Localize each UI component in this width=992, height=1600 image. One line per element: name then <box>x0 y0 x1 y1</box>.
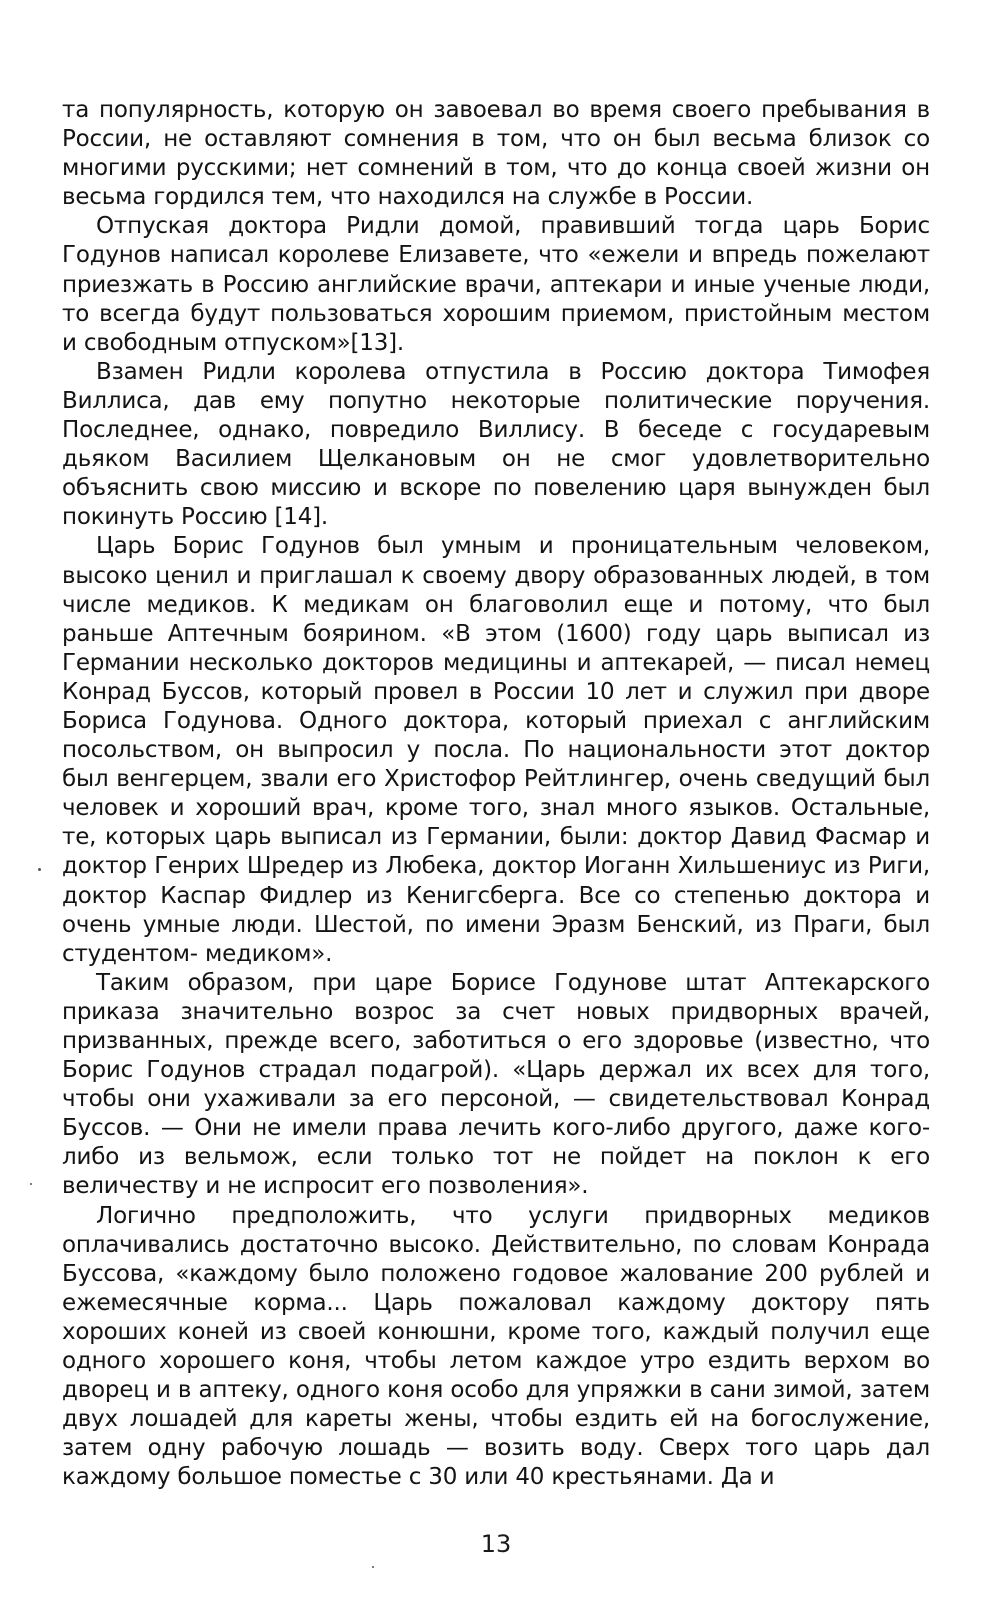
paragraph-apothecary-staff: Таким образом, при царе Борисе Годунове штат Аптекарского приказа значительно возрос за счет новых придворных врачей, призванных, прежде всего, заботиться о его здоровье (известно, что Борис Годунов страдал подагрой). «Царь держал их всех для того, чтобы они ухаживали за его персоной, — свидетельствовал Конрад Буссов. — Они не имели права лечить кого-либо другого, даже кого-либо из вельмож, если только тот не пойдет на поклон к его величеству и не испросит его позволения». <box>62 969 930 1200</box>
document-page <box>62 96 930 1536</box>
page-number: 13 <box>480 1530 512 1558</box>
paragraph-continuation: та популярность, которую он завоевал во время своего пребывания в России, не оставляют сомнения в том, что он был весьма близок со многими русскими; нет сомнений в том, что до конца своей жизни он весьма гордился тем, что находился на службе в России. <box>62 97 930 211</box>
scan-speck <box>30 1183 32 1185</box>
paragraph-godunov-doctors: Царь Борис Годунов был умным и проницательным человеком, высоко ценил и приглашал к своему двору образованных людей, в том числе медиков. К медикам он благоволил еще и потому, что был раньше Аптечным боярином. «В этом (1600) году царь выписал из Германии несколько докторов медицины и аптекарей, — писал немец Конрад Буссов, который провел в России 10 лет и служил при дворе Бориса Годунова. Одного доктора, который приехал с английским посольством, он выпросил у посла. По национальности этот доктор был венгерцем, звали его Христофор Рейтлингер, очень сведущий был человек и хороший врач, кроме того, знал много языков. Остальные, те, которых царь выписал из Германии, были: доктор Давид Фасмар и доктор Генрих Шредер из Любека, доктор Иоганн Хильшениус из Риги, доктор Каспар Фидлер из Кенигсберга. Все со степенью доктора и очень умные люди. Шестой, по имени Эразм Бенский, из Праги, был студентом- медиком». <box>62 533 930 967</box>
paragraph-payment: Логично предположить, что услуги придворных медиков оплачивались достаточно высоко. Действительно, по словам Конрада Буссова, «каждому было положено годовое жалование 200 рублей и ежемесячные корма... Царь пожаловал каждому доктору пять хороших коней из своей конюшни, кроме того, каждый получил еще одного хорошего коня, чтобы летом каждое утро ездить верхом во дворец и в аптеку, одного коня особо для упряжки в сани зимой, затем двух лошадей для кареты жены, чтобы ездить ей на богослужение, затем одну рабочую лошадь — возить воду. Сверх того царь дал каждому большое поместье с 30 или 40 крестьянами. Да и <box>62 1202 930 1491</box>
paragraph-willis: Взамен Ридли королева отпустила в Россию доктора Тимофея Виллиса, дав ему попутно некоторые политические поручения. Последнее, однако, повредило Виллису. В беседе с государевым дьяком Василием Щелкановым он не смог удовлетворительно объяснить свою миссию и вскоре по повелению царя вынужден был покинуть Россию [14]. <box>62 358 930 531</box>
scan-speck <box>372 1566 374 1568</box>
scan-speck <box>38 868 41 871</box>
body-text <box>62 96 930 1493</box>
paragraph-ridley-release: Отпуская доктора Ридли домой, правивший тогда царь Борис Годунов написал королеве Елизавете, что «ежели и впредь пожелают приезжать в Россию английские врачи, аптекари и иные ученые люди, то всегда будут пользоваться хорошим приемом, пристойным местом и свободным отпуском»[13]. <box>62 213 930 356</box>
